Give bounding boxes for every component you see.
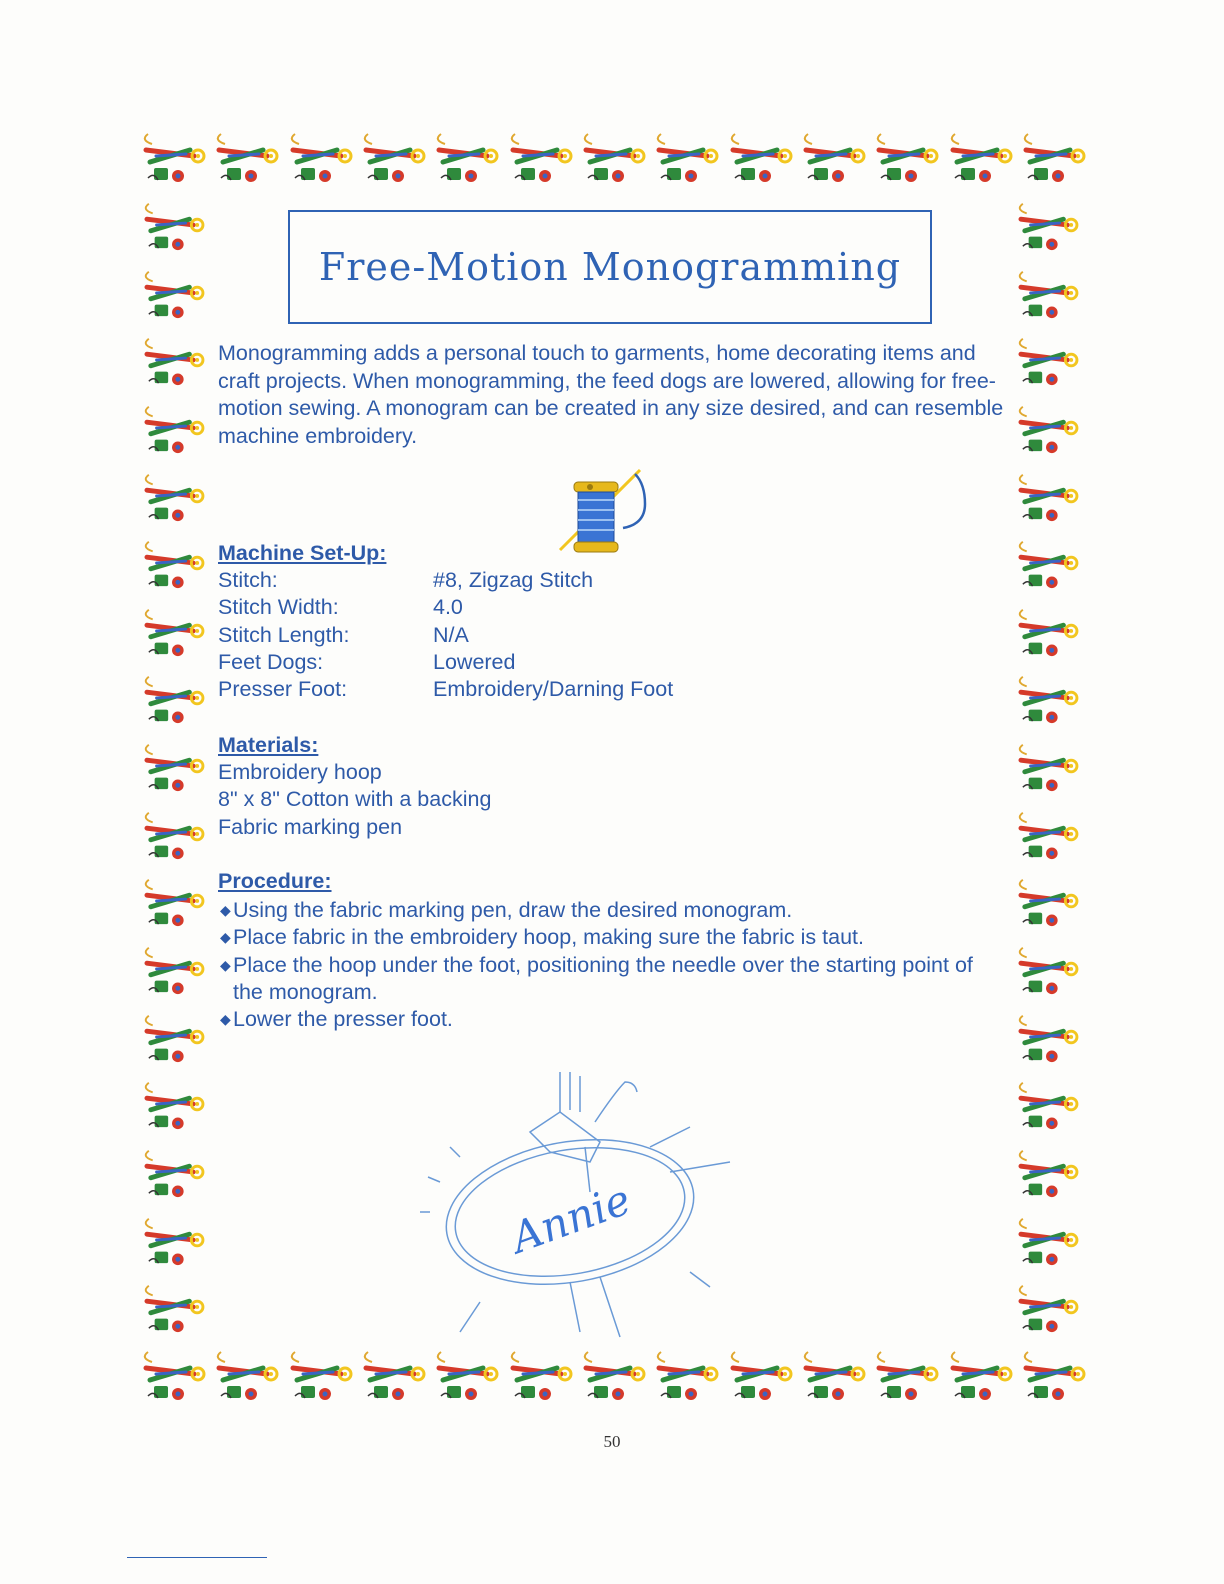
scissors-spool-icon xyxy=(651,1344,721,1414)
scissors-spool-icon xyxy=(578,1344,648,1414)
scissors-spool-icon xyxy=(1012,399,1082,467)
scissors-spool-icon xyxy=(138,1278,208,1346)
scissors-spool-icon xyxy=(138,737,208,805)
setting-label: Stitch Length: xyxy=(218,622,350,647)
decorative-border-top xyxy=(138,126,1088,204)
materials-list xyxy=(218,759,491,841)
scissors-spool-icon xyxy=(138,534,208,602)
list-item: Fabric marking pen xyxy=(218,814,403,839)
table-row xyxy=(218,649,673,676)
scissors-spool-icon xyxy=(945,1344,1015,1414)
scissors-spool-icon xyxy=(871,1344,941,1414)
scissors-spool-icon xyxy=(1012,534,1082,602)
scissors-spool-icon xyxy=(285,126,355,196)
scissors-spool-icon xyxy=(138,1075,208,1143)
scissors-spool-icon xyxy=(1012,1211,1082,1279)
scissors-spool-icon xyxy=(1012,1278,1082,1346)
scissors-spool-icon xyxy=(211,126,281,196)
scissors-spool-icon xyxy=(138,1008,208,1076)
scissors-spool-icon xyxy=(358,126,428,196)
table-row xyxy=(218,622,673,649)
materials-heading: Materials: xyxy=(218,733,319,757)
scissors-spool-icon xyxy=(1012,1075,1082,1143)
footnote-rule xyxy=(127,1557,267,1558)
scissors-spool-icon xyxy=(1018,126,1088,196)
setting-value: 4.0 xyxy=(433,595,463,620)
scissors-spool-icon xyxy=(138,940,208,1008)
scissors-spool-icon xyxy=(798,1344,868,1414)
scissors-spool-icon xyxy=(358,1344,428,1414)
list-item: ◆ Place the hoop under the foot, positioning the needle over the starting point of the monogram. xyxy=(220,952,973,1004)
setting-label: Presser Foot: xyxy=(218,677,348,702)
scissors-spool-icon xyxy=(1012,1143,1082,1211)
setting-value: N/A xyxy=(433,622,469,647)
decorative-border-left xyxy=(138,196,208,1346)
scissors-spool-icon xyxy=(1018,1344,1088,1414)
scissors-spool-icon xyxy=(651,126,721,196)
scissors-spool-icon xyxy=(1012,872,1082,940)
scissors-spool-icon xyxy=(285,1344,355,1414)
scissors-spool-icon xyxy=(138,399,208,467)
list-item: 8" x 8" Cotton with a backing xyxy=(218,787,492,812)
scissors-spool-icon xyxy=(138,1211,208,1279)
decorative-border-right xyxy=(1012,196,1082,1346)
scissors-spool-icon xyxy=(138,196,208,264)
scissors-spool-icon xyxy=(1012,669,1082,737)
scissors-spool-icon xyxy=(1012,264,1082,332)
bullet-icon: ◆ xyxy=(220,956,231,973)
procedure-heading: Procedure: xyxy=(218,869,332,893)
scissors-spool-icon xyxy=(725,126,795,196)
setting-value: #8, Zigzag Stitch xyxy=(433,568,594,592)
setting-label: Stitch: xyxy=(218,568,278,592)
scissors-spool-icon xyxy=(725,1344,795,1414)
scissors-spool-icon xyxy=(138,872,208,940)
embroidery-hoop-illustration xyxy=(420,1062,750,1352)
setting-label: Feet Dogs: xyxy=(218,649,324,674)
scissors-spool-icon xyxy=(1012,1008,1082,1076)
table-row xyxy=(218,676,673,703)
bullet-icon: ◆ xyxy=(220,1011,231,1028)
setting-value: Lowered xyxy=(433,649,516,674)
page-number: 50 xyxy=(603,1432,621,1451)
table-row xyxy=(218,567,673,594)
scissors-spool-icon xyxy=(138,669,208,737)
decorative-border-bottom xyxy=(138,1344,1088,1422)
scissors-spool-icon xyxy=(1012,737,1082,805)
scissors-spool-icon xyxy=(871,126,941,196)
procedure-list xyxy=(220,897,1000,1033)
list-item: ◆ Using the fabric marking pen, draw the desired monogram. xyxy=(220,897,1000,924)
intro-paragraph: Monogramming adds a personal touch to garments, home decorating items and craft projects. When monogramming, the feed dogs are lowered, allowing for free-motion sewing. A monogram can be created in any size desired, and can resemble machine embroidery. xyxy=(218,341,1004,448)
setting-value: Embroidery/Darning Foot xyxy=(433,677,674,702)
scissors-spool-icon xyxy=(138,805,208,873)
scissors-spool-icon xyxy=(138,602,208,670)
scissors-spool-icon xyxy=(1012,805,1082,873)
scissors-spool-icon xyxy=(138,331,208,399)
scissors-spool-icon xyxy=(211,1344,281,1414)
bullet-icon: ◆ xyxy=(220,902,231,918)
scissors-spool-icon xyxy=(505,126,575,196)
list-item: ◆ Lower the presser foot. xyxy=(220,1006,1000,1033)
scissors-spool-icon xyxy=(1012,196,1082,264)
bullet-icon: ◆ xyxy=(220,929,231,946)
scissors-spool-icon xyxy=(945,126,1015,196)
scissors-spool-icon xyxy=(431,126,501,196)
scissors-spool-icon xyxy=(505,1344,575,1414)
scissors-spool-icon xyxy=(138,126,208,196)
machine-setup-table xyxy=(218,567,673,703)
scissors-spool-icon xyxy=(431,1344,501,1414)
scissors-spool-icon xyxy=(1012,940,1082,1008)
list-item: ◆ Place fabric in the embroidery hoop, making sure the fabric is taut. xyxy=(220,924,1000,951)
scissors-spool-icon xyxy=(138,1143,208,1211)
scissors-spool-icon xyxy=(138,1344,208,1414)
scissors-spool-icon xyxy=(138,467,208,535)
table-row xyxy=(218,594,673,621)
scissors-spool-icon xyxy=(578,126,648,196)
scissors-spool-icon xyxy=(1012,602,1082,670)
machine-setup-heading: Machine Set-Up: xyxy=(218,541,387,565)
scissors-spool-icon xyxy=(1012,331,1082,399)
setting-label: Stitch Width: xyxy=(218,595,339,620)
monogram-text: Annie xyxy=(504,1174,637,1263)
page-title: Free-Motion Monogramming xyxy=(318,245,902,289)
list-item: Embroidery hoop xyxy=(218,760,382,784)
title-box xyxy=(288,210,932,324)
thread-spool-needle-icon xyxy=(540,460,660,560)
scissors-spool-icon xyxy=(798,126,868,196)
scissors-spool-icon xyxy=(138,264,208,332)
scissors-spool-icon xyxy=(1012,467,1082,535)
